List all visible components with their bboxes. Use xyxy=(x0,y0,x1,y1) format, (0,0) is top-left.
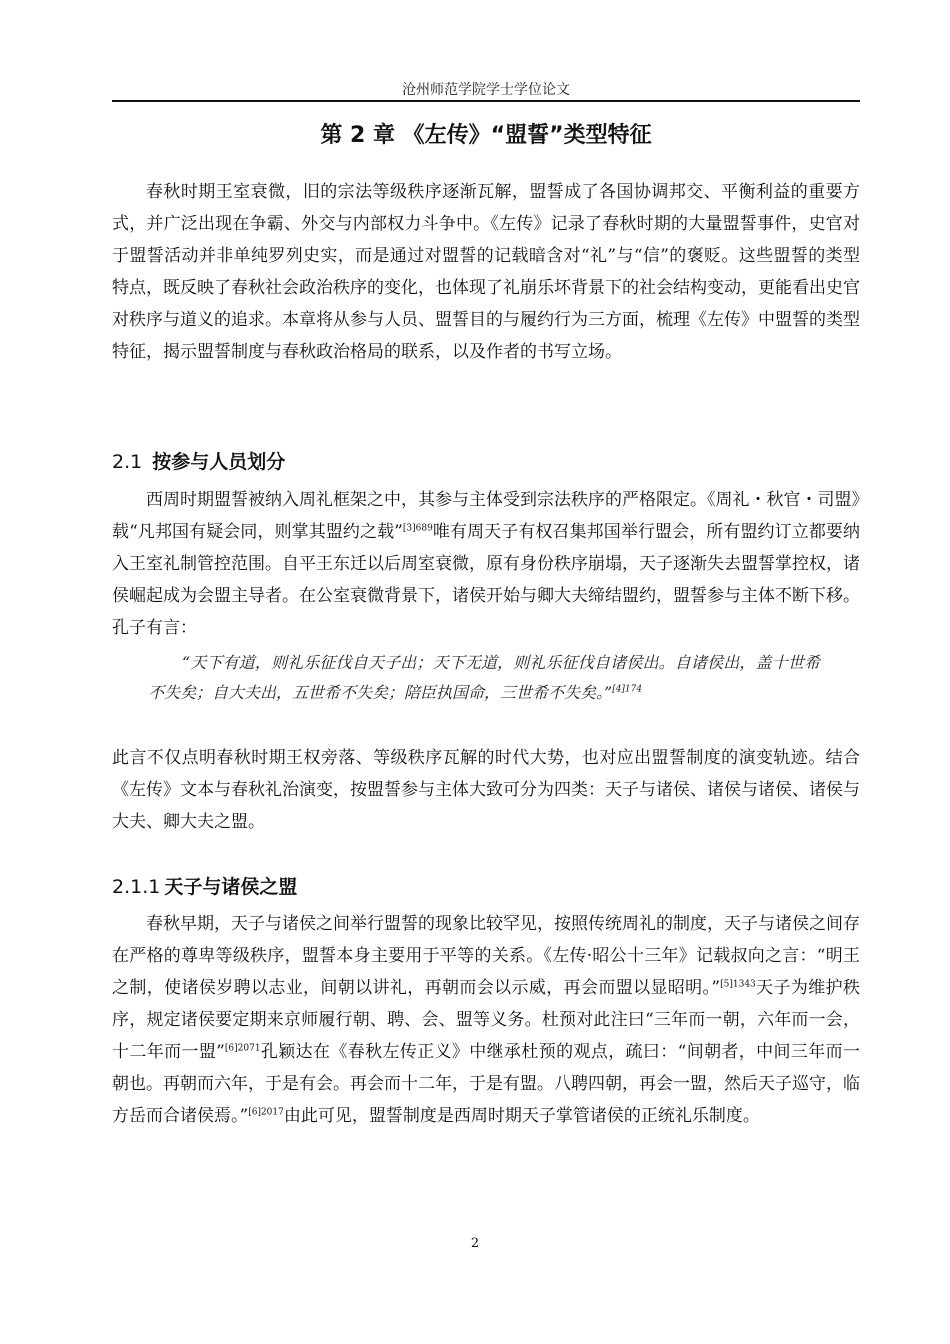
paragraph-text: 由此可见，盟誓制度是西周时期天子掌管诸侯的正统礼乐制度。 xyxy=(283,1106,760,1126)
subsection-title: 天子与诸侯之盟 xyxy=(164,876,298,898)
subsection-paragraph xyxy=(112,908,860,1132)
paragraph-text: 孔颖达在《春秋左传正义》中继承杜预的观点，疏曰：“间朝者，中间三年而一朝也。再朝而六年，于是有会。再会而十二年，于是有盟。八聘四朝，再会一盟，然后天子巡守，临方岳而合诸侯焉。” xyxy=(112,1042,860,1126)
header-rule xyxy=(112,100,860,102)
section-heading xyxy=(112,447,285,474)
paragraph-text: 天子为维护秩序，规定诸侯要定期来京师履行朝、聘、会、盟等义务。杜预对此注曰“三年而一朝，六年而一会，十二年而一盟” xyxy=(112,978,860,1062)
citation: [3]689 xyxy=(402,523,433,534)
page-header: 沧州师范学院学士学位论文 xyxy=(402,82,570,98)
section-title: 按参与人员划分 xyxy=(152,451,286,473)
chapter-title: 第 2 章 《左传》“盟誓”类型特征 xyxy=(320,123,652,148)
section-number: 2.1 xyxy=(112,451,143,473)
section-paragraph xyxy=(112,484,860,644)
subsection-number: 2.1.1 xyxy=(112,876,161,898)
citation: [4]174 xyxy=(612,684,643,695)
block-quote xyxy=(148,648,820,708)
paragraph-text: 春秋早期，天子与诸侯之间举行盟誓的现象比较罕见，按照传统周礼的制度，天子与诸侯之间存在严格的尊卑等级秩序，盟誓本身主要用于平等的关系。《左传·昭公十三年》记载叔向之言：“明王之制，使诸侯岁聘以志业，间朝以讲礼，再朝而会以示威，再会而盟以显昭明。” xyxy=(112,914,860,998)
quote-text: “天下有道，则礼乐征伐自天子出；天下无道，则礼乐征伐自诸侯出。自诸侯出，盖十世希不失矣；自大夫出，五世希不失矣；陪臣执国命，三世希不失矣。” xyxy=(148,653,820,702)
page-number: 2 xyxy=(470,1236,480,1251)
subsection-heading xyxy=(112,872,297,899)
paragraph-text: 唯有周天子有权召集邦国举行盟会，所有盟约订立都要纳入王室礼制管控范围。自平王东迁以后周室衰微，原有身份秩序崩塌，天子逐渐失去盟誓掌控权，诸侯崛起成为会盟主导者。在公室衰微背景下，诸侯开始与卿大夫缔结盟约，盟誓参与主体不断下移。 孔子有言： xyxy=(112,522,860,638)
citation: [6]2071 xyxy=(224,1043,261,1054)
section-paragraph: 此言不仅点明春秋时期王权旁落、等级秩序瓦解的时代大势，也对应出盟誓制度的演变轨迹。结合《左传》文本与春秋礼治演变，按盟誓参与主体大致可分为四类：天子与诸侯、诸侯与诸侯、诸侯与大夫、卿大夫之盟。 xyxy=(112,748,860,832)
intro-paragraph: 春秋时期王室衰微，旧的宗法等级秩序逐渐瓦解，盟誓成了各国协调邦交、平衡利益的重要方式，并广泛出现在争霸、外交与内部权力斗争中。《左传》记录了春秋时期的大量盟誓事件，史官对于盟誓活动并非单纯罗列史实，而是通过对盟誓的记载暗含对“礼”与“信”的褒贬。这些盟誓的类型特点，既反映了春秋社会政治秩序的变化，也体现了礼崩乐坏背景下的社会结构变动，更能看出史官对秩序与道义的追求。本章将从参与人员、盟誓目的与履约行为三方面，梳理《左传》中盟誓的类型特征，揭示盟誓制度与春秋政治格局的联系，以及作者的书写立场。 xyxy=(112,182,860,362)
paragraph-text: 西周时期盟誓被纳入周礼框架之中，其参与主体受到宗法秩序的严格限定。《周礼・秋官・司盟》载“凡邦国有疑会同，则掌其盟约之载” xyxy=(112,490,860,542)
citation: [5]1343 xyxy=(720,979,756,990)
citation: [6]2017 xyxy=(248,1107,284,1118)
